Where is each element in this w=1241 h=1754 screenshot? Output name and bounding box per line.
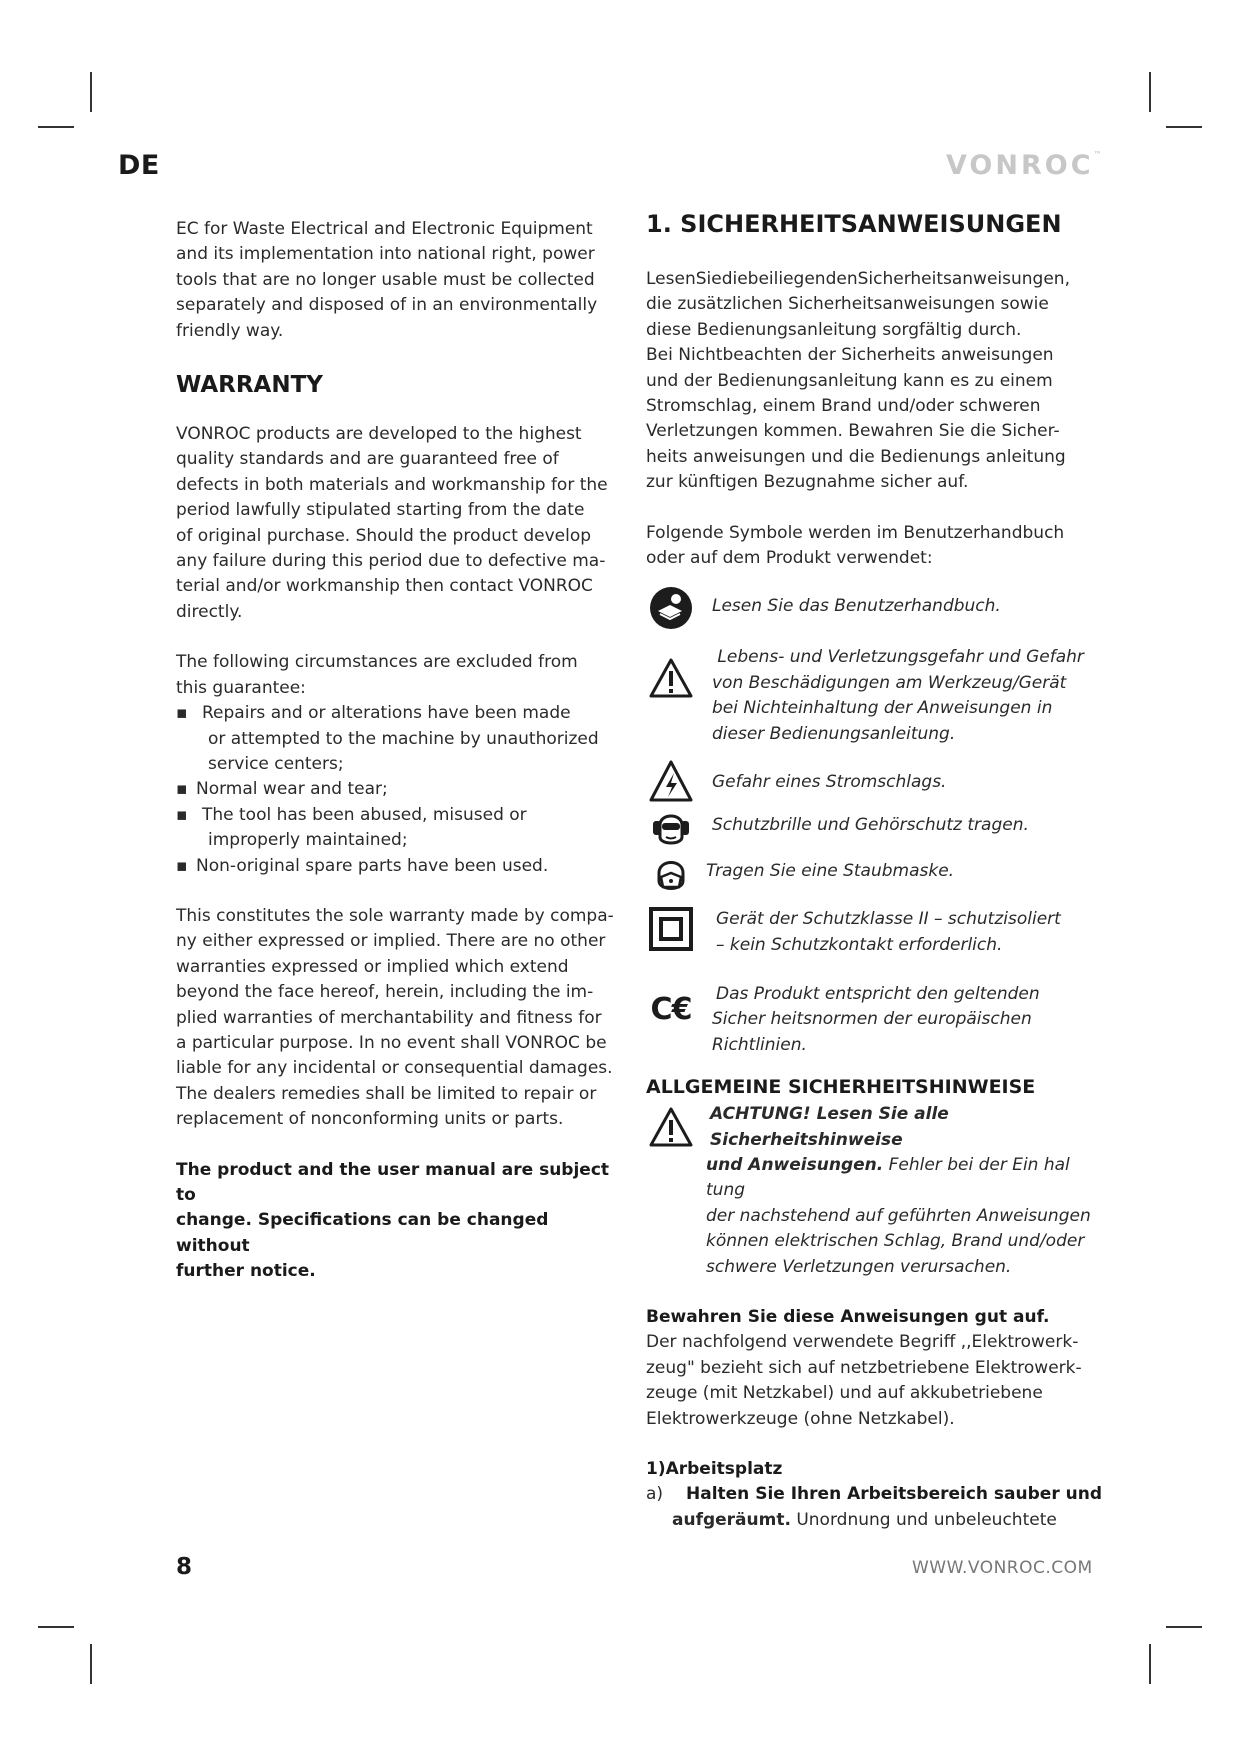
text-line: Lesen Sie das Benutzerhandbuch.: [712, 596, 1001, 617]
symbol-row-class-ii: [646, 907, 1112, 958]
text-line: further notice.: [176, 1261, 316, 1282]
bullet-icon: ▪: [176, 779, 188, 800]
text-line: service centers;: [208, 753, 344, 774]
text-line: quality standards and are guaranteed free of: [176, 449, 559, 470]
list-item: [646, 1482, 1112, 1533]
website-url: WWW.VONROC.COM: [912, 1558, 1093, 1578]
text-line: und der Bedienungsanleitung kann es zu einem: [646, 370, 1053, 391]
symbol-row-electric-shock: [646, 759, 1112, 803]
electric-shock-icon: [646, 759, 696, 803]
text-line: Sicher heitsnormen der europäischen: [712, 1009, 1032, 1030]
text-line: Elektrowerkzeuge (ohne Netzkabel).: [646, 1408, 955, 1429]
text-line: warranties expressed or implied which extend: [176, 956, 569, 977]
list-item: [176, 701, 624, 777]
text-bold: aufgeräumt.: [672, 1509, 791, 1530]
text-run: Fehler bei der Ein hal tung: [706, 1154, 1070, 1201]
text-line: Tragen Sie eine Staubmaske.: [706, 861, 955, 882]
text-line: VONROC products are developed to the highest: [176, 424, 582, 445]
bullet-icon: ▪: [176, 804, 188, 825]
section-heading: 1. SICHERHEITSANWEISUNGEN: [646, 210, 1062, 238]
text-line: schwere Verletzungen verursachen.: [706, 1256, 1012, 1277]
text-line: or attempted to the machine by unauthorized: [208, 728, 599, 749]
text-line: friendly way.: [176, 320, 284, 341]
text-line: [706, 1153, 1112, 1204]
text-line: and its implementation into national right, power: [176, 244, 595, 265]
text-line: LesenSiediebeiliegendenSicherheitsanweisungen,: [646, 269, 1070, 289]
text-line: heits anweisungen und die Bedienungs anleitung: [646, 446, 1066, 467]
text-line: bei Nichteinhaltung der Anweisungen in: [712, 698, 1053, 719]
warranty-paragraph: [176, 422, 624, 625]
text-line: this guarantee:: [176, 677, 306, 698]
symbol-row-ce: [646, 982, 1112, 1058]
warning-triangle-icon: [646, 645, 696, 699]
symbol-row-read-manual: [646, 585, 1112, 631]
text-line: separately and disposed of in an environmentally: [176, 295, 598, 316]
crop-mark-top-right-h: [1166, 126, 1202, 128]
text-line: Gefahr eines Stromschlags.: [712, 772, 947, 793]
workplace-heading: 1)Arbeitsplatz: [646, 1459, 783, 1479]
text-line: diese Bedienungsanleitung sorgfältig durch.: [646, 319, 1022, 340]
list-item: [176, 803, 624, 854]
text-line: zeug" bezieht sich auf netzbetriebene Elektrowerk-: [646, 1357, 1082, 1378]
weee-paragraph: [176, 217, 624, 344]
text-line: ny either expressed or implied. There are no other: [176, 931, 606, 952]
text-line: defects in both materials and workmanship for the: [176, 474, 608, 495]
warranty-heading: WARRANTY: [176, 372, 323, 399]
text-line: Non-original spare parts have been used.: [196, 855, 549, 876]
brand-logo: [946, 150, 1102, 181]
symbol-row-goggles: [646, 805, 1112, 851]
general-warning-block: [646, 1102, 1112, 1280]
text-line: Das Produkt entspricht den geltenden: [716, 983, 1040, 1004]
text-line: Gerät der Schutzklasse II – schutzisoliert: [716, 909, 1061, 930]
text-line: Verletzungen kommen. Bewahren Sie die Sicher-: [646, 421, 1060, 442]
text-line: Stromschlag, einem Brand und/oder schweren: [646, 396, 1041, 417]
text-line: of original purchase. Should the product develop: [176, 525, 592, 546]
crop-mark-bottom-right-h: [1166, 1626, 1202, 1628]
keep-instructions-heading: Bewahren Sie diese Anweisungen gut auf.: [646, 1306, 1050, 1327]
page-number: 8: [176, 1554, 193, 1580]
text-line: – kein Schutzkontakt erforderlich.: [716, 934, 1003, 955]
text-line: Folgende Symbole werden im Benutzerhandbuch: [646, 522, 1065, 543]
excluded-intro: [176, 650, 624, 701]
read-manual-icon: [646, 585, 696, 631]
text-line: Lebens- und Verletzungsgefahr und Gefahr: [712, 647, 1084, 668]
class-ii-icon: [646, 907, 696, 951]
text-line: This constitutes the sole warranty made by compa-: [176, 905, 614, 926]
list-marker: a): [646, 1484, 664, 1505]
warning-triangle-icon: [646, 1102, 696, 1148]
safety-intro-paragraph: [646, 267, 1112, 496]
text-line: replacement of nonconforming units or parts.: [176, 1109, 564, 1130]
text-line: period lawfully stipulated starting from the date: [176, 500, 585, 521]
text-line: tools that are no longer usable must be collected: [176, 269, 595, 290]
keep-instructions-paragraph: [646, 1330, 1112, 1432]
text-bold: und Anweisungen.: [706, 1154, 884, 1175]
symbols-intro: [646, 521, 1112, 572]
symbol-row-general-warning: [646, 645, 1112, 747]
text-line: EC for Waste Electrical and Electronic Equipment: [176, 219, 593, 239]
general-safety-heading: ALLGEMEINE SICHERHEITSHINWEISE: [646, 1076, 1036, 1099]
crop-mark-top-left-h: [38, 126, 74, 128]
text-line: zur künftigen Bezugnahme sicher auf.: [646, 472, 969, 493]
text-line: Richtlinien.: [712, 1034, 807, 1055]
text-line: von Beschädigungen am Werkzeug/Gerät: [712, 672, 1067, 693]
list-item: [176, 854, 624, 879]
text-line: können elektrischen Schlag, Brand und/oder: [706, 1231, 1085, 1252]
language-label: DE: [118, 150, 160, 181]
text-line: [672, 1508, 1102, 1533]
bullet-icon: ▪: [176, 855, 188, 876]
symbol-row-dust-mask: [646, 853, 1112, 897]
change-notice: [176, 1158, 624, 1285]
bullet-icon: ▪: [176, 703, 188, 724]
text-line: directly.: [176, 601, 243, 622]
text-line: The dealers remedies shall be limited to repair or: [176, 1083, 597, 1104]
text-line: die zusätzlichen Sicherheitsanweisungen sowie: [646, 294, 1049, 315]
text-run: Unordnung und unbeleuchtete: [790, 1509, 1057, 1530]
crop-mark-top-right-v: [1149, 72, 1151, 112]
crop-mark-bottom-left-h: [38, 1626, 74, 1628]
text-line: The tool has been abused, misused or: [202, 804, 527, 825]
text-line: a particular purpose. In no event shall VONROC be: [176, 1032, 607, 1053]
text-line: ACHTUNG! Lesen Sie alle Sicherheitshinweise: [710, 1104, 949, 1150]
text-line: Normal wear and tear;: [196, 779, 388, 800]
text-line: oder auf dem Produkt verwendet:: [646, 548, 933, 569]
text-line: improperly maintained;: [208, 830, 408, 851]
text-line: The following circumstances are excluded from: [176, 652, 578, 673]
text-line: Repairs and or alterations have been made: [202, 703, 571, 724]
text-line: any failure during this period due to defective ma-: [176, 551, 606, 572]
text-line: Der nachfolgend verwendete Begriff ,,Elektrowerk-: [646, 1332, 1079, 1353]
ce-mark-text: C€: [650, 991, 692, 1027]
ce-mark-icon: [646, 982, 696, 1027]
sole-warranty-paragraph: [176, 904, 624, 1133]
brand-logo-text: VONROC: [946, 150, 1094, 181]
left-column: [176, 217, 624, 1285]
right-column: [646, 210, 1112, 1533]
brand-logo-mark: ™: [1093, 150, 1102, 159]
text-line: The product and the user manual are subject to: [176, 1159, 610, 1205]
goggles-ear-protection-icon: [646, 805, 696, 851]
dust-mask-icon: [646, 853, 696, 897]
crop-mark-top-left-v: [90, 72, 92, 112]
text-line: Schutzbrille und Gehörschutz tragen.: [712, 815, 1029, 836]
excluded-list: [176, 701, 624, 879]
text-line: der nachstehend auf geführten Anweisungen: [706, 1205, 1091, 1226]
text-line: beyond the face hereof, herein, including the im-: [176, 982, 594, 1003]
crop-mark-bottom-left-v: [90, 1644, 92, 1684]
text-line: liable for any incidental or consequential damages.: [176, 1058, 613, 1079]
text-line: Bei Nichtbeachten der Sicherheits anweisungen: [646, 345, 1054, 366]
list-item: [176, 777, 624, 802]
text-line: dieser Bedienungsanleitung.: [712, 723, 956, 744]
text-line: zeuge (mit Netzkabel) und auf akkubetriebene: [646, 1383, 1043, 1404]
text-line: Halten Sie Ihren Arbeitsbereich sauber und: [686, 1484, 1103, 1505]
text-line: terial and/or workmanship then contact VONROC: [176, 576, 593, 597]
text-line: plied warranties of merchantability and fitness for: [176, 1007, 602, 1028]
crop-mark-bottom-right-v: [1149, 1644, 1151, 1684]
text-line: change. Specifications can be changed without: [176, 1210, 549, 1256]
